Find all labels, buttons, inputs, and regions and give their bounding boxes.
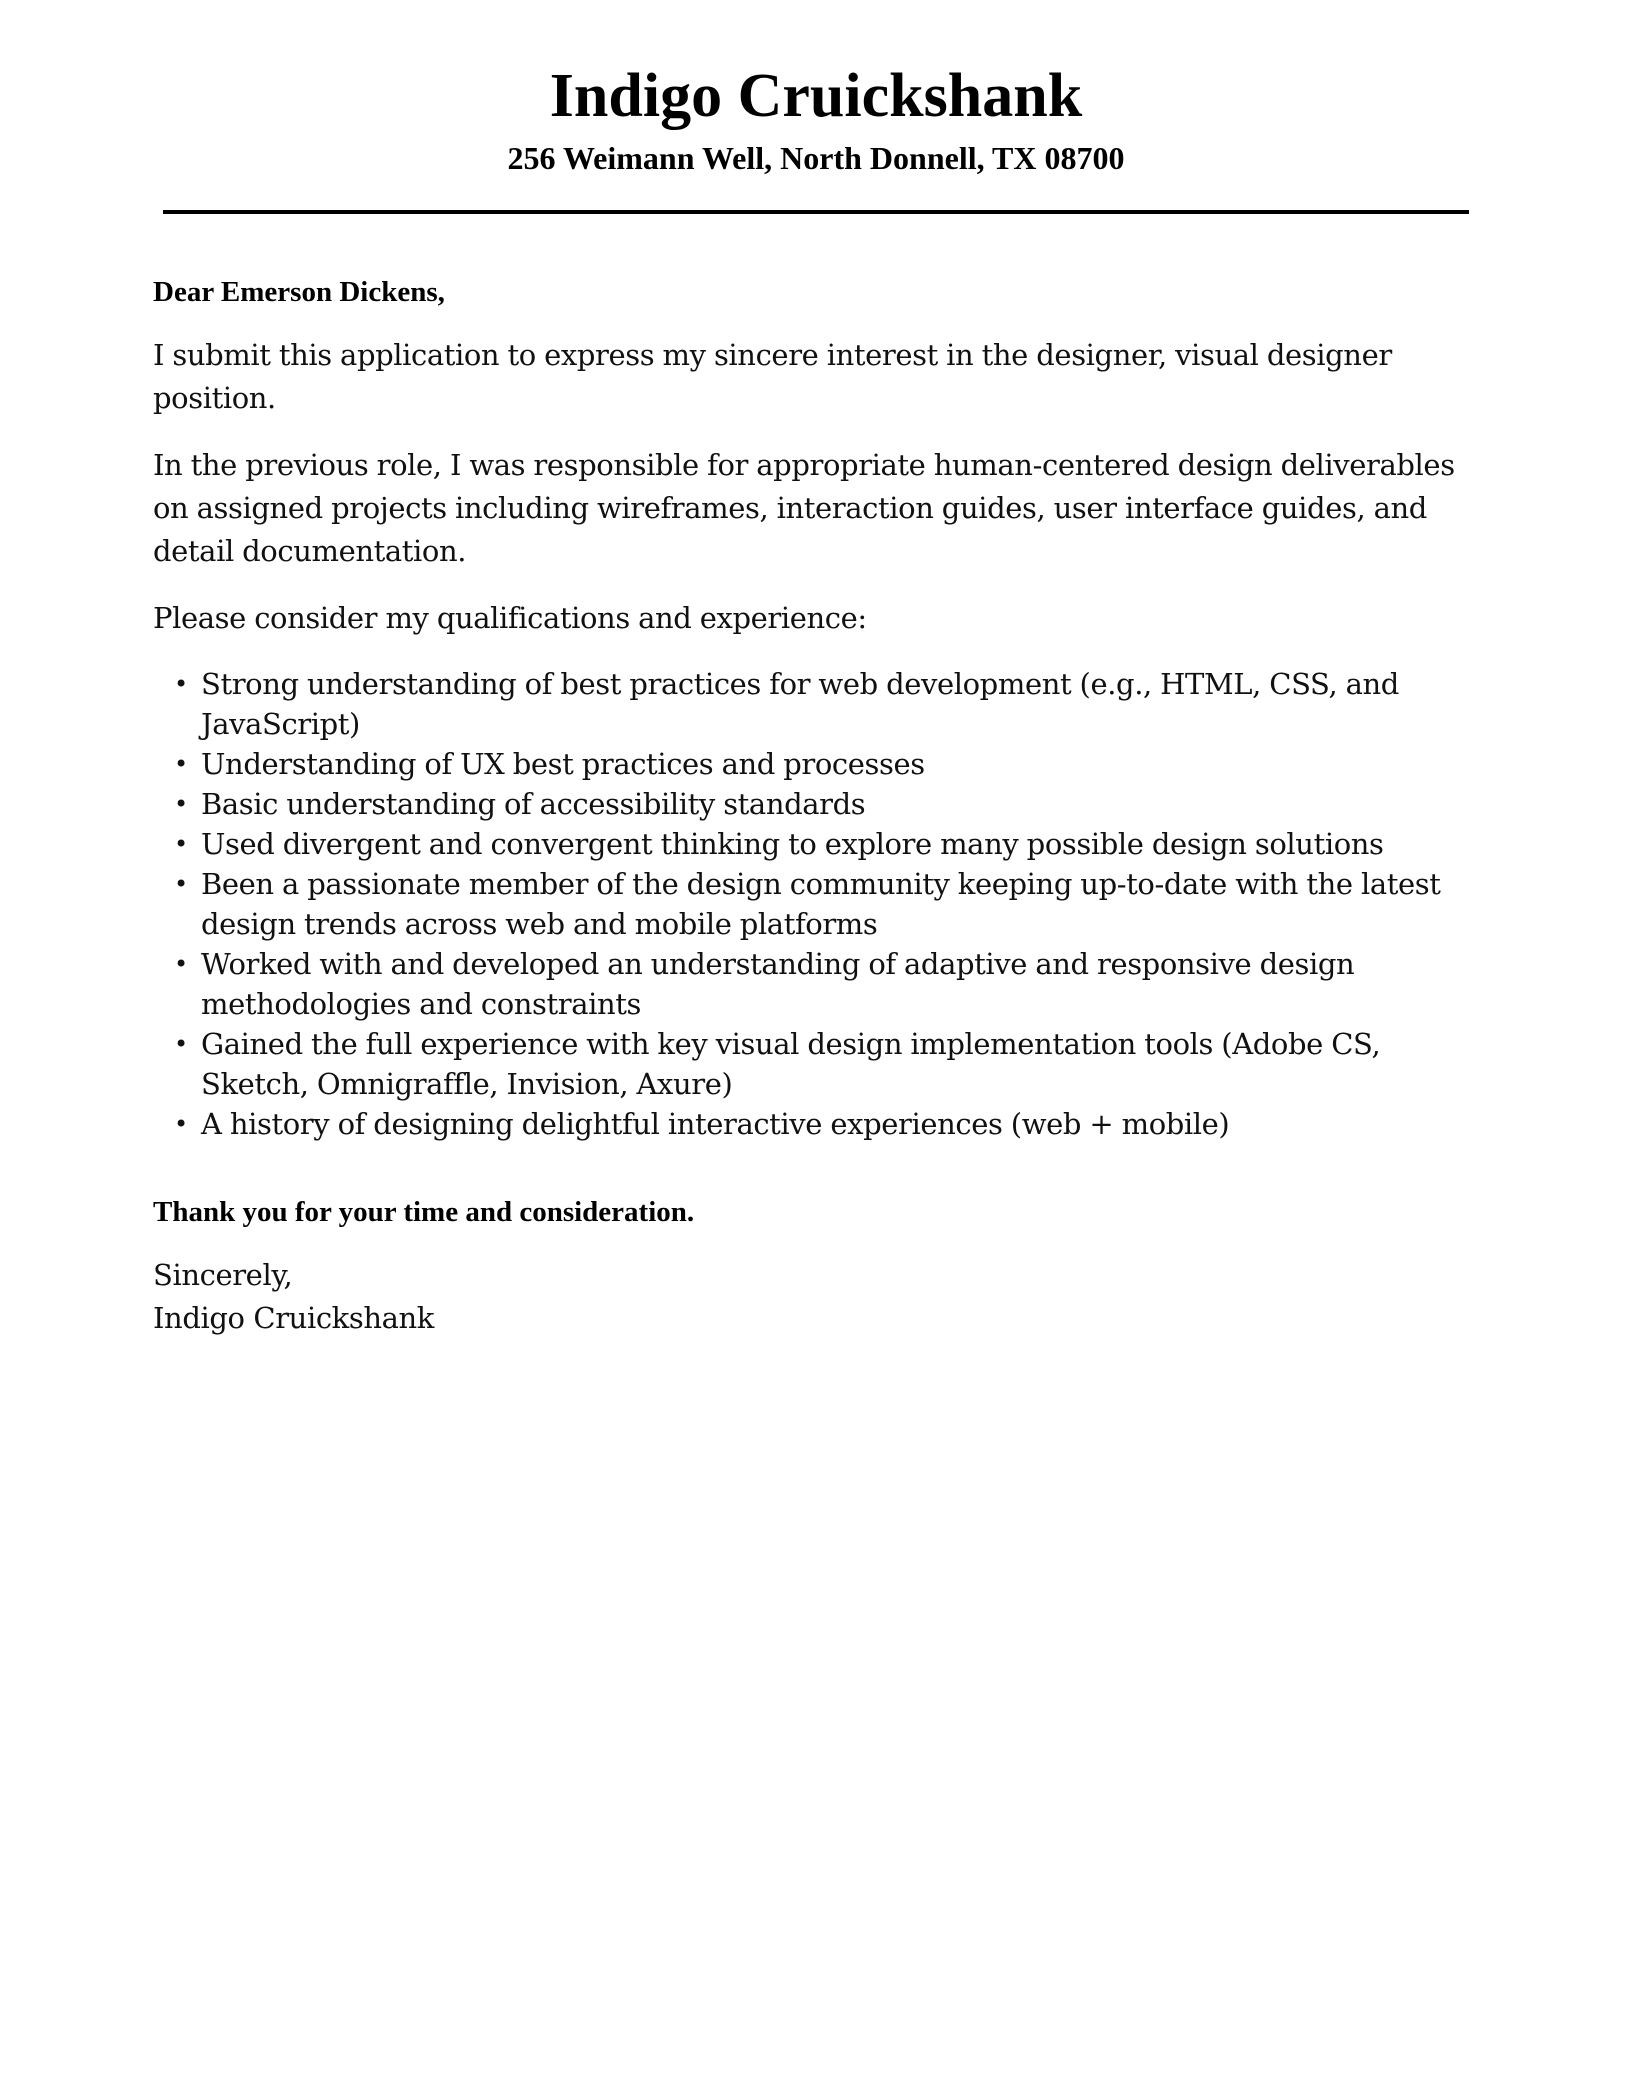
salutation: Dear Emerson Dickens,: [153, 276, 445, 308]
bullet-icon: •: [174, 1030, 188, 1058]
bullet-icon: •: [174, 750, 188, 778]
signoff: Sincerely,: [153, 1258, 293, 1292]
bullet-icon: •: [174, 670, 188, 698]
list-item-text: Gained the full experience with key visual design implementation tools (Adobe CS, Sketch, Omnigraffle, Invision, Axure): [201, 1027, 1381, 1101]
list-item-text: Used divergent and convergent thinking to explore many possible design solutions: [201, 827, 1384, 861]
list-item: [174, 944, 1473, 1024]
qualifications-intro: Please consider my qualifications and experience:: [153, 601, 867, 635]
letter-header: [163, 56, 1469, 176]
list-item-text: Strong understanding of best practices for web development (e.g., HTML, CSS, and JavaScript): [201, 667, 1399, 741]
list-item: [174, 784, 1473, 824]
list-item: [174, 744, 1473, 784]
list-item: [174, 864, 1473, 944]
signoff-block: [153, 1254, 1473, 1340]
letter-body: [153, 272, 1473, 1340]
previous-role-paragraph: In the previous role, I was responsible for appropriate human-centered design deliverables on assigned projects including wireframes, interaction guides, user interface guides, and detail documentation.: [153, 448, 1455, 568]
closing-line: Thank you for your time and consideration.: [153, 1196, 695, 1228]
header-divider: [163, 210, 1469, 214]
list-item-text: A history of designing delightful interactive experiences (web + mobile): [201, 1107, 1230, 1141]
applicant-address: 256 Weimann Well, North Donnell, TX 08700: [507, 140, 1125, 176]
bullet-icon: •: [174, 870, 188, 898]
bullet-icon: •: [174, 790, 188, 818]
bullet-icon: •: [174, 830, 188, 858]
list-item: [174, 1024, 1473, 1104]
qualifications-list: [153, 664, 1473, 1144]
intro-paragraph: I submit this application to express my sincere interest in the designer, visual designer position.: [153, 338, 1392, 415]
list-item: [174, 1104, 1473, 1144]
signature-name: Indigo Cruickshank: [153, 1301, 434, 1335]
bullet-icon: •: [174, 950, 188, 978]
list-item: [174, 664, 1473, 744]
list-item-text: Worked with and developed an understanding of adaptive and responsive design methodologies and constraints: [201, 947, 1355, 1021]
list-item-text: Understanding of UX best practices and processes: [201, 747, 925, 781]
applicant-name: Indigo Cruickshank: [549, 62, 1083, 130]
list-item-text: Been a passionate member of the design community keeping up-to-date with the latest design trends across web and mobile platforms: [201, 867, 1441, 941]
bullet-icon: •: [174, 1110, 188, 1138]
list-item: [174, 824, 1473, 864]
list-item-text: Basic understanding of accessibility standards: [201, 787, 866, 821]
